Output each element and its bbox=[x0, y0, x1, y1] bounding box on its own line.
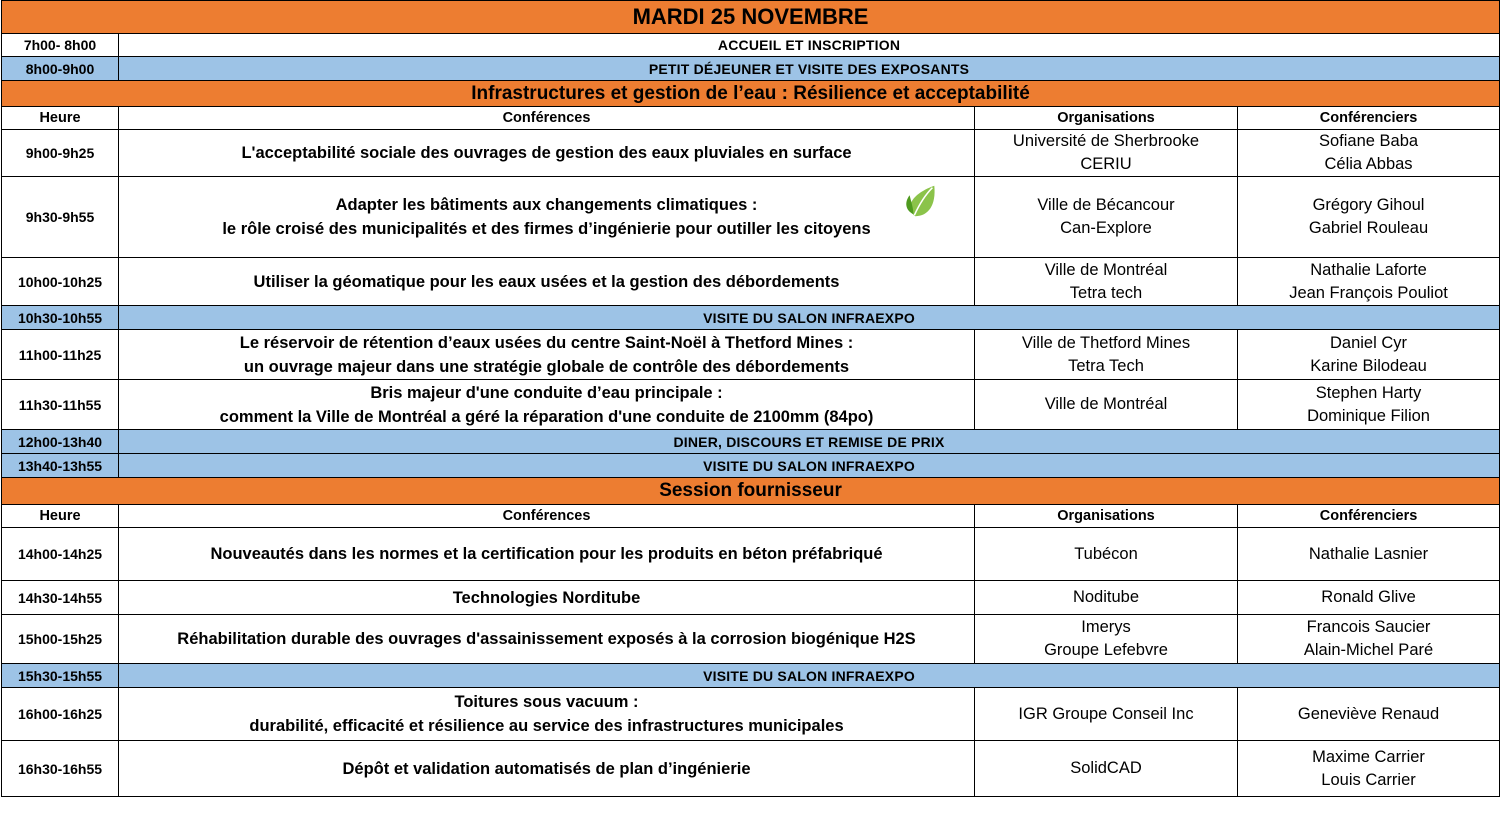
conference-title bbox=[119, 258, 975, 306]
organisations-cell bbox=[975, 688, 1238, 741]
speaker-name: Nathalie Laforte bbox=[1310, 260, 1427, 279]
organisation-name: Groupe Lefebvre bbox=[1044, 641, 1168, 659]
break-row bbox=[2, 664, 1500, 688]
break-row bbox=[2, 306, 1500, 330]
session-row bbox=[2, 581, 1500, 615]
conference-title-line: Le réservoir de rétention d’eaux usées du centre Saint-Noël à Thetford Mines : bbox=[239, 333, 854, 352]
speaker-name: Stephen Harty bbox=[1315, 383, 1422, 402]
header-time: Heure bbox=[2, 107, 119, 130]
conference-title-line: le rôle croisé des municipalités et des firmes d’ingénierie pour outiller les citoyens bbox=[222, 220, 871, 238]
conference-title-line: un ouvrage majeur dans une stratégie globale de contrôle des débordements bbox=[243, 357, 850, 376]
header-conference: Conférences bbox=[119, 505, 975, 528]
speakers-cell bbox=[1238, 330, 1500, 380]
organisation-name: Ville de Montréal bbox=[1044, 395, 1168, 413]
header-speakers: Conférenciers bbox=[1238, 107, 1500, 130]
speaker-name: Gabriel Rouleau bbox=[1308, 219, 1429, 237]
organisations-cell bbox=[975, 380, 1238, 430]
organisation-name: Ville de Montréal bbox=[1044, 260, 1168, 279]
break-label: ACCUEIL ET INSCRIPTION bbox=[119, 34, 1500, 57]
organisation-name: Can-Explore bbox=[1060, 219, 1152, 237]
speaker-name: Francois Saucier bbox=[1306, 618, 1431, 636]
conference-title-line: comment la Ville de Montréal a géré la réparation d'une conduite de 2100mm (84po) bbox=[219, 407, 874, 426]
time-cell: 15h30-15h55 bbox=[2, 664, 119, 688]
organisation-name: Université de Sherbrooke bbox=[1012, 132, 1200, 150]
conference-title-line: Nouveautés dans les normes et la certification pour les produits en béton préfabriqué bbox=[210, 545, 883, 563]
conference-title-line: Toitures sous vacuum : bbox=[454, 693, 639, 711]
organisations-cell bbox=[975, 258, 1238, 306]
break-row bbox=[2, 454, 1500, 478]
time-cell: 14h00-14h25 bbox=[2, 528, 119, 581]
speakers-cell bbox=[1238, 741, 1500, 797]
day-title: MARDI 25 NOVEMBRE bbox=[2, 1, 1500, 34]
conference-title-line: Réhabilitation durable des ouvrages d'assainissement exposés à la corrosion biogénique H2S bbox=[177, 630, 916, 648]
speaker-name: Daniel Cyr bbox=[1330, 333, 1408, 352]
organisations-cell bbox=[975, 741, 1238, 797]
conference-title bbox=[119, 330, 975, 380]
organisation-name: SolidCAD bbox=[1070, 759, 1142, 777]
break-label: PETIT DÉJEUNER ET VISITE DES EXPOSANTS bbox=[119, 57, 1500, 81]
break-row bbox=[2, 57, 1500, 81]
session-row bbox=[2, 258, 1500, 306]
speakers-cell bbox=[1238, 528, 1500, 581]
header-speakers: Conférenciers bbox=[1238, 505, 1500, 528]
time-cell: 13h40-13h55 bbox=[2, 454, 119, 478]
speakers-cell bbox=[1238, 581, 1500, 615]
leaf-icon bbox=[902, 182, 940, 220]
session-row bbox=[2, 177, 1500, 258]
column-header-row bbox=[2, 505, 1500, 528]
break-label: VISITE DU SALON INFRAEXPO bbox=[119, 664, 1500, 688]
break-row bbox=[2, 430, 1500, 454]
schedule-body bbox=[2, 1, 1500, 797]
schedule-table bbox=[1, 0, 1500, 797]
time-cell: 11h00-11h25 bbox=[2, 330, 119, 380]
conference-title bbox=[119, 741, 975, 797]
time-cell: 7h00- 8h00 bbox=[2, 34, 119, 57]
conference-title bbox=[119, 130, 975, 177]
organisation-name: CERIU bbox=[1080, 155, 1132, 173]
conference-title bbox=[119, 581, 975, 615]
organisations-cell bbox=[975, 615, 1238, 664]
session-row bbox=[2, 130, 1500, 177]
organisations-cell bbox=[975, 130, 1238, 177]
time-cell: 9h30-9h55 bbox=[2, 177, 119, 258]
conference-title bbox=[119, 688, 975, 741]
organisations-cell bbox=[975, 581, 1238, 615]
header-organisations: Organisations bbox=[975, 505, 1238, 528]
speaker-name: Ronald Glive bbox=[1321, 588, 1416, 606]
section-title: Infrastructures et gestion de l’eau : Résilience et acceptabilité bbox=[2, 81, 1500, 107]
organisations-cell bbox=[975, 528, 1238, 581]
speaker-name: Alain-Michel Paré bbox=[1303, 641, 1434, 659]
header-organisations: Organisations bbox=[975, 107, 1238, 130]
conference-title-line: L'acceptabilité sociale des ouvrages de gestion des eaux pluviales en surface bbox=[241, 144, 852, 162]
speaker-name: Grégory Gihoul bbox=[1312, 196, 1425, 214]
organisation-name: Ville de Bécancour bbox=[1037, 196, 1175, 214]
conference-title-line: durabilité, efficacité et résilience au service des infrastructures municipales bbox=[249, 717, 844, 735]
organisation-name: Imerys bbox=[1081, 618, 1131, 636]
time-cell: 11h30-11h55 bbox=[2, 380, 119, 430]
speaker-name: Dominique Filion bbox=[1307, 406, 1430, 425]
organisation-name: Tetra tech bbox=[1069, 283, 1143, 302]
organisations-cell bbox=[975, 177, 1238, 258]
conference-title bbox=[119, 528, 975, 581]
break-label: DINER, DISCOURS ET REMISE DE PRIX bbox=[119, 430, 1500, 454]
conference-title-line: Technologies Norditube bbox=[452, 588, 641, 607]
speakers-cell bbox=[1238, 258, 1500, 306]
session-row bbox=[2, 380, 1500, 430]
time-cell: 9h00-9h25 bbox=[2, 130, 119, 177]
conference-title bbox=[119, 177, 975, 258]
organisations-cell bbox=[975, 330, 1238, 380]
header-conference: Conférences bbox=[119, 107, 975, 130]
day-header-row bbox=[2, 1, 1500, 34]
speaker-name: Geneviève Renaud bbox=[1297, 704, 1440, 723]
header-time: Heure bbox=[2, 505, 119, 528]
speakers-cell bbox=[1238, 177, 1500, 258]
break-row bbox=[2, 34, 1500, 57]
time-cell: 10h30-10h55 bbox=[2, 306, 119, 330]
conference-title-line: Adapter les bâtiments aux changements climatiques : bbox=[335, 196, 758, 214]
time-cell: 14h30-14h55 bbox=[2, 581, 119, 615]
section-title: Session fournisseur bbox=[2, 478, 1500, 505]
speakers-cell bbox=[1238, 130, 1500, 177]
organisation-name: Ville de Thetford Mines bbox=[1021, 333, 1191, 352]
organisation-name: IGR Groupe Conseil Inc bbox=[1018, 704, 1194, 723]
speaker-name: Célia Abbas bbox=[1324, 155, 1413, 173]
conference-title-line: Utiliser la géomatique pour les eaux usées et la gestion des débordements bbox=[253, 272, 840, 291]
break-label: VISITE DU SALON INFRAEXPO bbox=[119, 306, 1500, 330]
time-cell: 12h00-13h40 bbox=[2, 430, 119, 454]
speaker-name: Sofiane Baba bbox=[1318, 132, 1419, 150]
time-cell: 16h30-16h55 bbox=[2, 741, 119, 797]
organisation-name: Tetra Tech bbox=[1068, 356, 1144, 375]
session-row bbox=[2, 528, 1500, 581]
speaker-name: Maxime Carrier bbox=[1312, 747, 1425, 766]
time-cell: 16h00-16h25 bbox=[2, 688, 119, 741]
section-title-row bbox=[2, 81, 1500, 107]
conference-title bbox=[119, 380, 975, 430]
time-cell: 10h00-10h25 bbox=[2, 258, 119, 306]
organisation-name: Tubécon bbox=[1074, 544, 1138, 563]
session-row bbox=[2, 330, 1500, 380]
session-row bbox=[2, 688, 1500, 741]
time-cell: 15h00-15h25 bbox=[2, 615, 119, 664]
speaker-name: Nathalie Lasnier bbox=[1308, 544, 1429, 563]
break-label: VISITE DU SALON INFRAEXPO bbox=[119, 454, 1500, 478]
section-title-row bbox=[2, 478, 1500, 505]
time-cell: 8h00-9h00 bbox=[2, 57, 119, 81]
speaker-name: Karine Bilodeau bbox=[1310, 356, 1427, 375]
column-header-row bbox=[2, 107, 1500, 130]
speakers-cell bbox=[1238, 380, 1500, 430]
speakers-cell bbox=[1238, 688, 1500, 741]
speakers-cell bbox=[1238, 615, 1500, 664]
conference-title-line: Dépôt et validation automatisés de plan d’ingénierie bbox=[342, 759, 751, 778]
organisation-name: Noditube bbox=[1072, 588, 1140, 606]
speaker-name: Jean François Pouliot bbox=[1289, 283, 1448, 302]
session-row bbox=[2, 741, 1500, 797]
speaker-name: Louis Carrier bbox=[1321, 770, 1416, 789]
conference-title bbox=[119, 615, 975, 664]
session-row bbox=[2, 615, 1500, 664]
conference-title-line: Bris majeur d'une conduite d’eau principale : bbox=[370, 383, 723, 402]
